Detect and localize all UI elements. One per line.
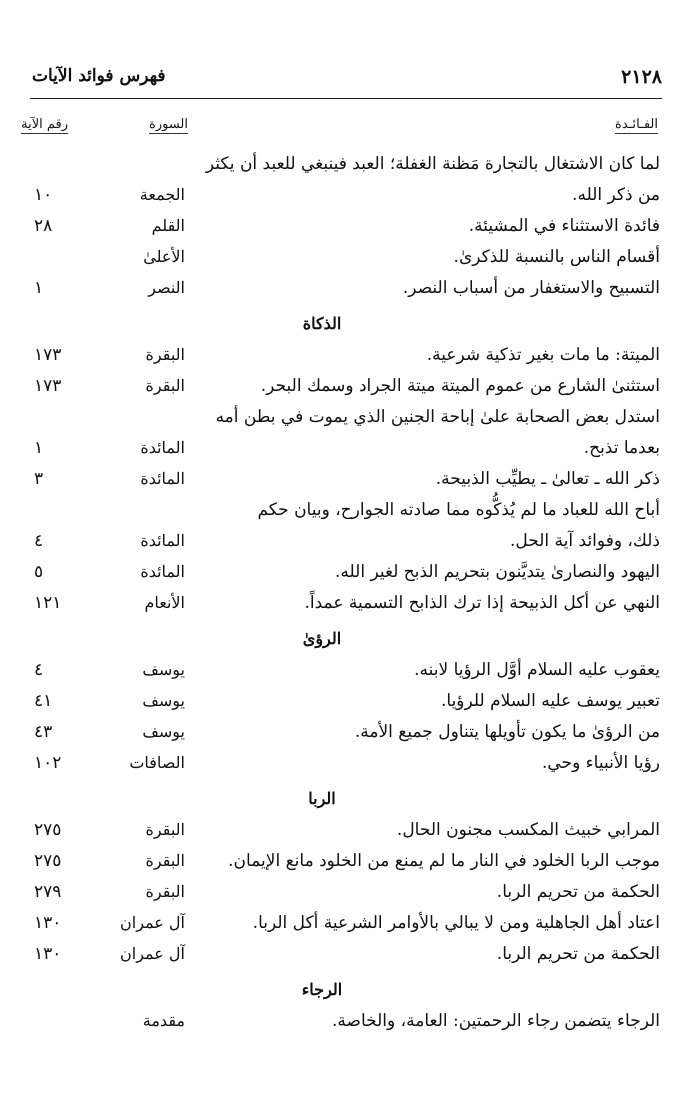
index-row	[30, 372, 660, 403]
index-row	[30, 816, 660, 847]
entry-text: ذكر الله ـ تعالىٰ ـ يطيِّب الذبيحة.	[435, 469, 660, 489]
index-row	[30, 434, 660, 465]
entry-sura: المائدة	[140, 531, 185, 550]
index-entries	[30, 150, 660, 1038]
entry-text: الحكمة من تحريم الربا.	[496, 944, 660, 964]
entry-text: الحكمة من تحريم الربا.	[496, 882, 660, 902]
section-heading	[30, 305, 660, 341]
entry-sura: مقدمة	[142, 1011, 185, 1030]
entry-sura: القلم	[151, 216, 185, 235]
index-row	[30, 1007, 660, 1038]
index-row	[30, 718, 660, 749]
entry-text: التسبيح والاستغفار من أسباب النصر.	[402, 278, 660, 298]
entry-text: استثنىٰ الشارع من عموم الميتة ميتة الجراد وسمك البحر.	[260, 376, 660, 396]
entry-text: رؤيا الأنبياء وحي.	[541, 753, 660, 773]
entry-sura: المائدة	[140, 438, 185, 457]
index-row	[30, 274, 660, 305]
entry-text: الميتة: ما مات بغير تذكية شرعية.	[426, 345, 660, 365]
entry-ayah: ٤	[34, 531, 44, 551]
entry-sura: البقرة	[145, 882, 185, 901]
entry-ayah: ١٠٢	[34, 753, 62, 773]
page-header	[32, 66, 662, 96]
entry-text: أقسام الناس بالنسبة للذكرىٰ.	[453, 247, 660, 267]
index-row	[30, 403, 660, 434]
entry-text: بعدما تذبح.	[583, 438, 660, 458]
entry-text: يعقوب عليه السلام أوَّل الرؤيا لابنه.	[414, 660, 660, 680]
entry-text: اعتاد أهل الجاهلية ومن لا يبالي بالأوامر الشرعية أكل الربا.	[252, 913, 660, 933]
column-header-faida: الفـائـدة	[615, 117, 658, 132]
entry-text: من ذكر الله.	[572, 185, 660, 205]
index-row	[30, 181, 660, 212]
index-row	[30, 847, 660, 878]
column-header-ayah: رقم الآية	[21, 117, 68, 132]
entry-sura: يوسف	[142, 660, 185, 679]
entry-sura: الجمعة	[139, 185, 185, 204]
entry-ayah: ٢٧٥	[34, 820, 62, 840]
index-row	[30, 212, 660, 243]
index-row	[30, 558, 660, 589]
header-rule	[30, 98, 662, 99]
entry-ayah: ١	[34, 438, 44, 458]
entry-text: لما كان الاشتغال بالتجارة مَظنة الغفلة؛ العبد فينبغي للعبد أن يكثر	[205, 154, 660, 174]
entry-ayah: ٢٧٩	[34, 882, 62, 902]
section-heading	[30, 620, 660, 656]
section-heading-text: الربا	[308, 789, 336, 808]
entry-sura: الأعلىٰ	[143, 247, 185, 266]
entry-text: النهي عن أكل الذبيحة إذا ترك الذابح التسمية عمداً.	[304, 593, 660, 613]
entry-sura: البقرة	[145, 376, 185, 395]
entry-text: تعبير يوسف عليه السلام للرؤيا.	[440, 691, 660, 711]
index-row	[30, 749, 660, 780]
index-row	[30, 527, 660, 558]
entry-ayah: ٢٨	[34, 216, 53, 236]
entry-ayah: ١	[34, 278, 44, 298]
entry-ayah: ١٧٣	[34, 345, 62, 365]
entry-ayah: ١٢١	[34, 593, 62, 613]
entry-sura: يوسف	[142, 691, 185, 710]
entry-sura: المائدة	[140, 562, 185, 581]
entry-text: اليهود والنصارىٰ يتديَّنون بتحريم الذبح لغير الله.	[335, 562, 660, 582]
index-row	[30, 687, 660, 718]
entry-text: أباح الله للعباد ما لم يُذكُّوه مما صادته الجوارح، وبيان حكم	[257, 500, 660, 520]
entry-sura: المائدة	[140, 469, 185, 488]
entry-sura: آل عمران	[120, 944, 185, 963]
entry-text: ذلك، وفوائد آية الحل.	[510, 531, 660, 551]
entry-ayah: ١٣٠	[34, 913, 62, 933]
entry-ayah: ٣	[34, 469, 44, 489]
index-row	[30, 656, 660, 687]
entry-ayah: ١٧٣	[34, 376, 62, 396]
entry-sura: البقرة	[145, 820, 185, 839]
index-row	[30, 909, 660, 940]
section-heading-text: الذكاة	[302, 314, 342, 333]
entry-text: موجب الربا الخلود في النار ما لم يمنع من الخلود مانع الإيمان.	[228, 851, 660, 871]
entry-ayah: ٢٧٥	[34, 851, 62, 871]
entry-ayah: ١٠	[34, 185, 53, 205]
running-title: فهرس فوائد الآيات	[32, 66, 166, 86]
index-row	[30, 150, 660, 181]
entry-sura: الصافات	[129, 753, 185, 772]
entry-ayah: ١٣٠	[34, 944, 62, 964]
entry-ayah: ٤	[34, 660, 44, 680]
index-row	[30, 878, 660, 909]
section-heading	[30, 971, 660, 1007]
section-heading	[30, 780, 660, 816]
entry-text: فائدة الاستثناء في المشيئة.	[468, 216, 660, 236]
entry-ayah: ٤٣	[34, 722, 53, 742]
index-row	[30, 496, 660, 527]
entry-sura: البقرة	[145, 851, 185, 870]
index-row	[30, 243, 660, 274]
entry-text: الرجاء يتضمن رجاء الرحمتين: العامة، والخاصة.	[331, 1011, 660, 1031]
index-row	[30, 940, 660, 971]
index-row	[30, 465, 660, 496]
entry-sura: البقرة	[145, 345, 185, 364]
entry-ayah: ٥	[34, 562, 44, 582]
entry-ayah: ٤١	[34, 691, 53, 711]
entry-sura: يوسف	[142, 722, 185, 741]
entry-sura: الأنعام	[144, 593, 185, 612]
index-row	[30, 589, 660, 620]
entry-text: استدل بعض الصحابة علىٰ إباحة الجنين الذي يموت في بطن أمه	[215, 407, 660, 427]
entry-sura: النصر	[148, 278, 185, 297]
entry-text: المرابي خبيث المكسب مجنون الحال.	[396, 820, 660, 840]
entry-sura: آل عمران	[120, 913, 185, 932]
page-number: ٢١٢٨	[621, 66, 662, 88]
column-header-sura: السورة	[149, 117, 188, 132]
entry-text: من الرؤىٰ ما يكون تأويلها يتناول جميع الأمة.	[354, 722, 660, 742]
section-heading-text: الرجاء	[301, 980, 343, 999]
index-row	[30, 341, 660, 372]
section-heading-text: الرؤىٰ	[302, 629, 342, 648]
